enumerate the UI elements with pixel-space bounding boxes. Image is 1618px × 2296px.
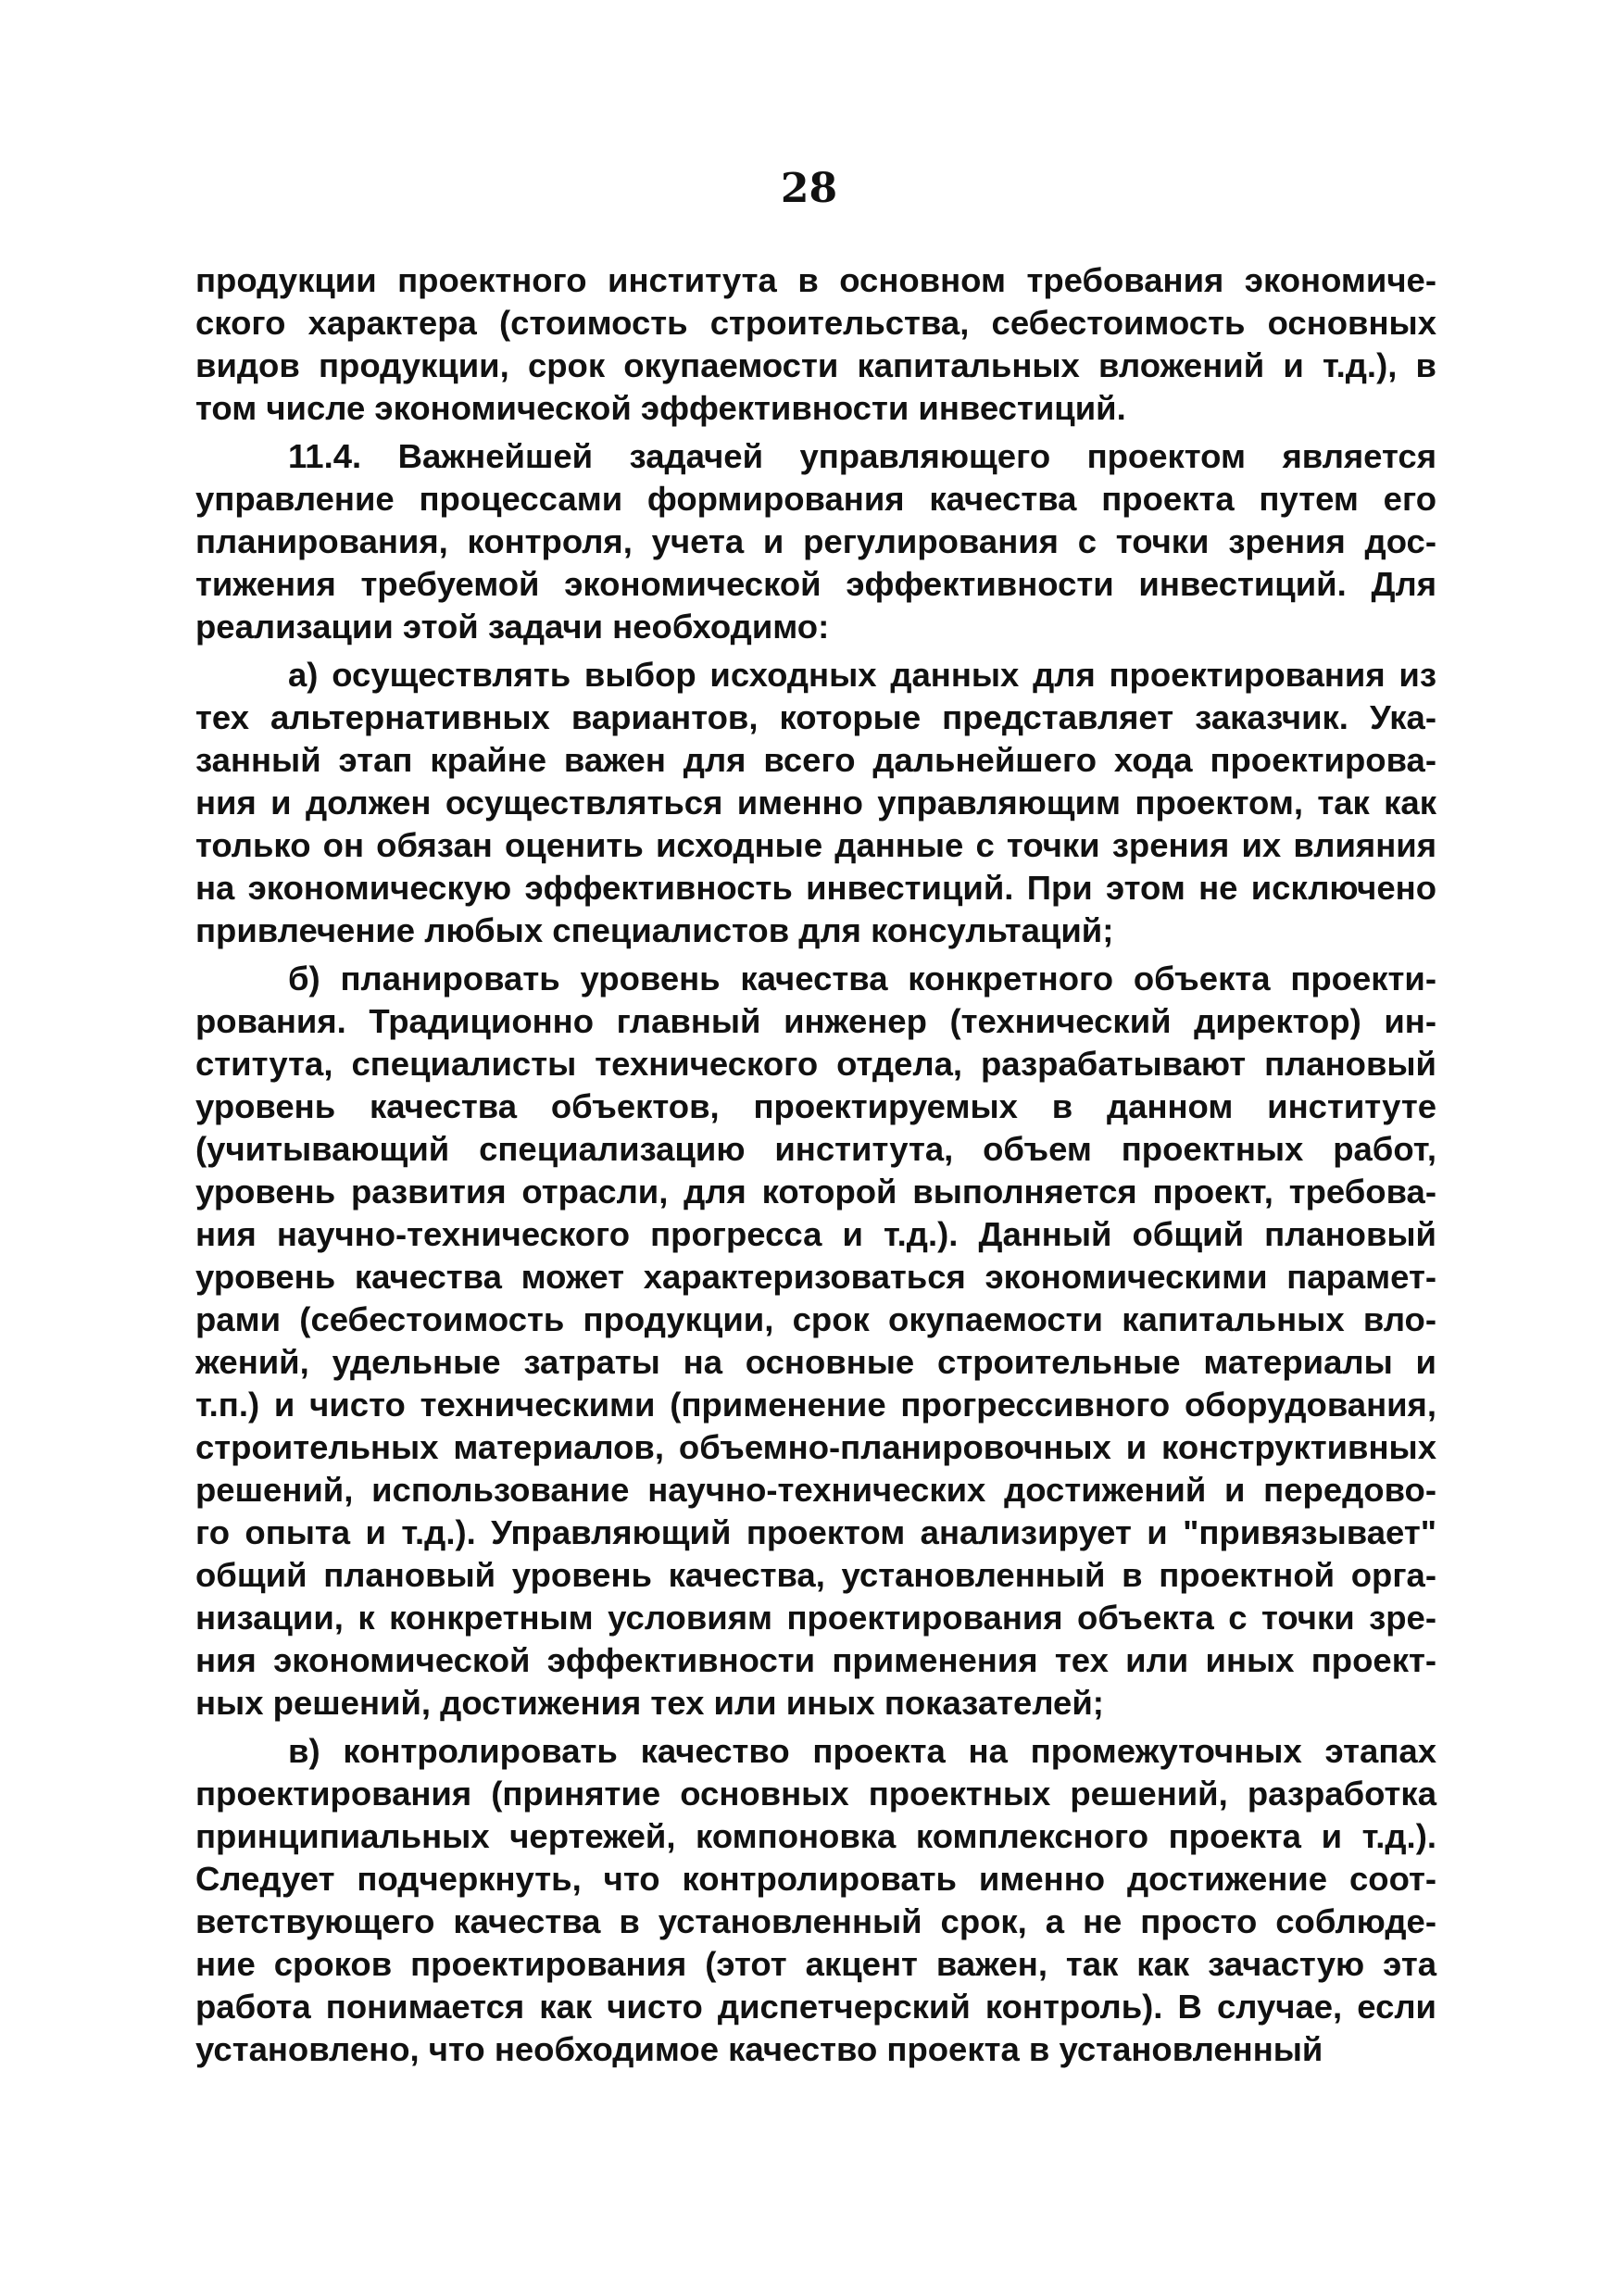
text-line: уровень качества объектов, проектируемых в данном институте — [195, 1087, 1436, 1125]
text-line: ния экономической эффективности применения тех или иных проект- — [195, 1641, 1436, 1679]
text-line: только он обязан оценить исходные данные с точки зрения их влияния — [195, 826, 1436, 864]
text-line: ных решений, достижения тех или иных показателей; — [195, 1684, 1104, 1722]
text-line: видов продукции, срок окупаемости капитальных вложений и т.д.), в — [195, 346, 1436, 384]
text-line: го опыта и т.д.). Управляющий проектом анализирует и "привязывает" — [195, 1513, 1436, 1551]
paragraph — [195, 1730, 1436, 2071]
text-line: рами (себестоимость продукции, срок окупаемости капитальных вло- — [195, 1300, 1436, 1338]
text-line: принципиальных чертежей, компоновка комплексного проекта и т.д.). — [195, 1817, 1436, 1855]
text-line: занный этап крайне важен для всего дальнейшего хода проектирова- — [195, 741, 1436, 779]
text-line: том числе экономической эффективности инвестиций. — [195, 389, 1126, 427]
paragraph — [195, 654, 1436, 952]
text-line: (учитывающий специализацию института, объем проектных работ, — [195, 1130, 1436, 1168]
text-line: работа понимается как чисто диспетчерский контроль). В случае, если — [195, 1988, 1436, 2026]
text-line: ния научно-технического прогресса и т.д.). Данный общий плановый — [195, 1215, 1436, 1253]
text-line: ского характера (стоимость строительства, себестоимость основных — [195, 304, 1436, 342]
text-line: ститута, специалисты технического отдела, разрабатывают плановый — [195, 1045, 1436, 1083]
text-line: проектирования (принятие основных проектных решений, разработка — [195, 1775, 1436, 1813]
text-line: 11.4. Важнейшей задачей управляющего проектом является — [288, 437, 1436, 475]
text-line: тижения требуемой экономической эффективности инвестиций. Для — [195, 565, 1436, 603]
text-line: уровень качества может характеризоваться экономическими парамет- — [195, 1258, 1436, 1296]
text-line: установлено, что необходимое качество проекта в установленный — [195, 2030, 1323, 2068]
paragraph — [195, 259, 1436, 430]
text-line: общий плановый уровень качества, установленный в проектной орга- — [195, 1556, 1436, 1594]
text-line: б) планировать уровень качества конкретного объекта проекти- — [288, 960, 1436, 997]
text-line: решений, использование научно-технических достижений и передово- — [195, 1471, 1436, 1509]
text-line: привлечение любых специалистов для консультаций; — [195, 911, 1114, 949]
text-line: на экономическую эффективность инвестиций. При этом не исключено — [195, 869, 1436, 907]
text-line: рования. Традиционно главный инженер (технический директор) ин- — [195, 1002, 1436, 1040]
text-line: ние сроков проектирования (этот акцент важен, так как зачастую эта — [195, 1945, 1436, 1983]
text-line: т.п.) и чисто техническими (применение прогрессивного оборудования, — [195, 1386, 1436, 1424]
paragraph — [195, 958, 1436, 1725]
text-line: тех альтернативных вариантов, которые представляет заказчик. Ука- — [195, 698, 1436, 736]
body-text — [195, 259, 1436, 2076]
page-number: 28 — [780, 165, 838, 212]
text-line: уровень развития отрасли, для которой выполняется проект, требова- — [195, 1173, 1436, 1211]
text-line: реализации этой задачи необходимо: — [195, 608, 830, 646]
text-line: в) контролировать качество проекта на промежуточных этапах — [288, 1732, 1436, 1770]
text-line: низации, к конкретным условиям проектирования объекта с точки зре- — [195, 1599, 1436, 1637]
text-line: а) осуществлять выбор исходных данных для проектирования из — [288, 656, 1436, 694]
text-line: жений, удельные затраты на основные строительные материалы и — [195, 1343, 1436, 1381]
text-line: продукции проектного института в основном требования экономиче- — [195, 261, 1436, 299]
text-line: планирования, контроля, учета и регулирования с точки зрения дос- — [195, 522, 1436, 560]
text-line: ния и должен осуществляться именно управляющим проектом, так как — [195, 784, 1436, 822]
text-line: управление процессами формирования качества проекта путем его — [195, 480, 1436, 518]
text-line: ветствующего качества в установленный срок, а не просто соблюде- — [195, 1902, 1436, 1940]
text-line: Следует подчеркнуть, что контролировать именно достижение соот- — [195, 1860, 1436, 1898]
text-line: строительных материалов, объемно-планировочных и конструктивных — [195, 1428, 1436, 1466]
paragraph — [195, 435, 1436, 648]
